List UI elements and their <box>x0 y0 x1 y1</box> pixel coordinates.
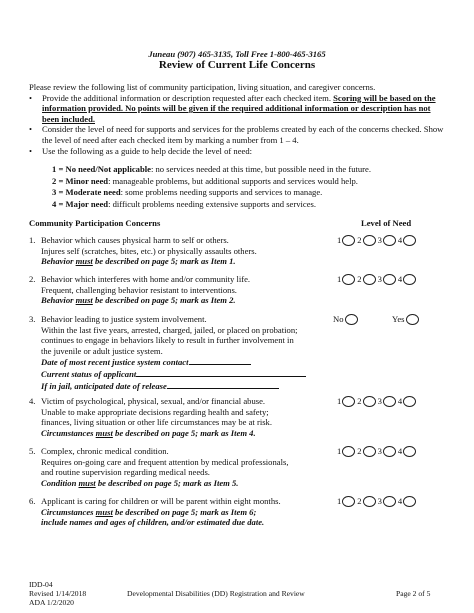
item-number: 4. <box>29 396 36 406</box>
level-option-4[interactable]: 4 <box>398 446 416 457</box>
intro-block <box>29 82 449 156</box>
level-option-2[interactable]: 2 <box>357 496 375 507</box>
level-radios-item-5 <box>337 446 418 457</box>
radio-circle-icon[interactable] <box>342 274 355 285</box>
intro-lead: Please review the following list of community participation, living situation, and caregiver concerns. <box>29 82 376 92</box>
item-line: the juvenile or adult justice system. <box>41 345 163 356</box>
level-4-desc: : difficult problems needing extensive supports and services. <box>108 198 317 209</box>
concern-item-6 <box>29 496 329 528</box>
item-line: Within the last five years, arrested, charged, jailed, or placed on probation; <box>41 324 298 335</box>
level-guide <box>52 164 452 210</box>
item-line: and routine supervision regarding medical needs. <box>41 467 210 478</box>
radio-circle-icon[interactable] <box>403 396 416 407</box>
ada-date: ADA 1/2/2020 <box>29 598 74 608</box>
item-note-2: include names and ages of children, and/or estimated due date. <box>41 517 265 528</box>
level-option-4[interactable]: 4 <box>398 274 416 285</box>
level-1-desc: : no services needed at this time, but possible need in the future. <box>150 164 372 174</box>
current-status-field[interactable]: Current status of applicant <box>41 368 329 380</box>
level-option-2[interactable]: 2 <box>357 274 375 285</box>
concern-item-3 <box>29 314 329 391</box>
item-number: 2. <box>29 274 36 284</box>
item-line: Victim of psychological, physical, sexual, and/or financial abuse. <box>41 396 266 406</box>
item-line: Complex, chronic medical condition. <box>41 446 169 456</box>
level-3 <box>52 187 452 198</box>
item-line: Unable to make appropriate decisions regarding health and safety; <box>41 406 269 417</box>
radio-circle-icon[interactable] <box>383 396 396 407</box>
radio-circle-icon[interactable] <box>383 496 396 507</box>
page-number: Page 2 of 5 <box>396 589 431 598</box>
level-option-1[interactable]: 1 <box>337 446 355 457</box>
radio-circle-icon[interactable] <box>363 446 376 457</box>
bullet-1-text: Provide the additional information or description requested after each checked item. <box>42 92 334 103</box>
radio-circle-icon[interactable] <box>363 274 376 285</box>
level-option-2[interactable]: 2 <box>357 396 375 407</box>
level-of-need-header: Level of Need <box>361 218 412 228</box>
no-option[interactable]: No <box>333 314 358 325</box>
yes-no-item-3 <box>333 314 360 325</box>
item-note: Behavior must be described on page 5; mark as Item 1. <box>41 256 236 267</box>
item-number: 1. <box>29 235 36 245</box>
bullet-2: • Consider the level of need for supports and services for the problems created by each of the concerns checked. Show the level of need after each checked item by marking a number from 1 – 4. <box>29 124 449 145</box>
level-radios-item-1 <box>337 235 418 246</box>
level-option-4[interactable]: 4 <box>398 235 416 246</box>
concern-item-5 <box>29 446 329 488</box>
item-number: 6. <box>29 496 36 506</box>
radio-circle-icon[interactable] <box>342 496 355 507</box>
level-1 <box>52 164 452 175</box>
radio-circle-icon[interactable] <box>403 235 416 246</box>
level-radios-item-2 <box>337 274 418 285</box>
radio-circle-icon[interactable] <box>363 235 376 246</box>
item-line: Behavior leading to justice system involvement. <box>41 314 207 324</box>
level-option-3[interactable]: 3 <box>378 396 396 407</box>
radio-circle-icon[interactable] <box>403 496 416 507</box>
level-4 <box>52 199 452 210</box>
footer-center: Developmental Disabilities (DD) Registration and Review <box>127 589 305 598</box>
item-line: Applicant is caring for children or will be parent within eight months. <box>41 496 281 506</box>
item-note: Circumstances must be described on page 5; mark as Item 6; <box>41 506 257 517</box>
item-line: continues to engage in behaviors likely to result in further involvement in <box>41 335 294 346</box>
level-option-3[interactable]: 3 <box>378 274 396 285</box>
radio-circle-icon[interactable] <box>383 274 396 285</box>
level-3-key: 3 = Moderate need <box>52 187 121 198</box>
item-line: Frequent, challenging behavior resistant to interventions. <box>41 284 237 295</box>
radio-circle-icon[interactable] <box>403 446 416 457</box>
level-option-3[interactable]: 3 <box>378 446 396 457</box>
justice-date-field[interactable]: Date of most recent justice system contact <box>41 356 329 368</box>
radio-circle-icon[interactable] <box>406 314 419 325</box>
radio-circle-icon[interactable] <box>345 314 358 325</box>
level-4-key: 4 = Major need <box>52 198 109 209</box>
footer-form-info <box>29 580 86 608</box>
bullet-1-scoring: Scoring will be based on the information provided. No points will be given if the required additional information or description has not been included. <box>42 92 436 124</box>
level-2 <box>52 176 452 187</box>
release-date-field[interactable]: If in jail, anticipated date of release <box>41 380 329 392</box>
level-radios-item-6 <box>337 496 418 507</box>
item-number: 5. <box>29 446 36 456</box>
level-option-1[interactable]: 1 <box>337 496 355 507</box>
level-option-4[interactable]: 4 <box>398 496 416 507</box>
item-note: Circumstances must be described on page 5; mark as Item 4. <box>41 427 256 438</box>
radio-circle-icon[interactable] <box>342 235 355 246</box>
item-note: Condition must be described on page 5; mark as Item 5. <box>41 477 239 488</box>
yes-option[interactable]: Yes <box>392 314 419 325</box>
concern-item-1 <box>29 235 329 267</box>
form-number: IDD-04 <box>29 580 53 589</box>
level-radios-item-4 <box>337 396 418 407</box>
item-line: finances, living situation or other life circumstances may be at risk. <box>41 417 273 428</box>
bullet-3: • Use the following as a guide to help decide the level of need: <box>29 146 449 157</box>
item-number: 3. <box>29 314 36 324</box>
radio-circle-icon[interactable] <box>342 446 355 457</box>
level-option-1[interactable]: 1 <box>337 235 355 246</box>
level-option-3[interactable]: 3 <box>378 235 396 246</box>
radio-circle-icon[interactable] <box>363 396 376 407</box>
level-2-desc: : manageable problems, but additional supports and services would help. <box>108 175 358 186</box>
level-option-1[interactable]: 1 <box>337 274 355 285</box>
radio-circle-icon[interactable] <box>363 496 376 507</box>
item-line: Behavior which causes physical harm to self or others. <box>41 235 229 245</box>
concern-item-2 <box>29 274 329 306</box>
section-title: Community Participation Concerns <box>29 218 161 228</box>
level-option-2[interactable]: 2 <box>357 235 375 246</box>
contact-line: Juneau (907) 465-3135, Toll Free 1-800-465-3165 <box>148 49 326 59</box>
radio-circle-icon[interactable] <box>342 396 355 407</box>
level-option-2[interactable]: 2 <box>357 446 375 457</box>
item-line: Behavior which interferes with home and/or community life. <box>41 274 251 284</box>
radio-circle-icon[interactable] <box>383 235 396 246</box>
yes-option-item-3 <box>392 314 421 325</box>
level-2-key: 2 = Minor need <box>52 175 109 186</box>
level-1-key: 1 = No need/Not applicable <box>52 164 151 174</box>
level-3-desc: : some problems needing supports and services to manage. <box>120 187 323 198</box>
radio-circle-icon[interactable] <box>403 274 416 285</box>
bullet-1 <box>29 93 449 125</box>
item-line: Requires on-going care and frequent attention by medical professionals, <box>41 456 289 467</box>
revised-date: Revised 1/14/2018 <box>29 589 87 599</box>
level-option-3[interactable]: 3 <box>378 496 396 507</box>
level-option-1[interactable]: 1 <box>337 396 355 407</box>
item-line: Injures self (scratches, bites, etc.) or physically assaults others. <box>41 245 257 256</box>
level-option-4[interactable]: 4 <box>398 396 416 407</box>
page-title: Review of Current Life Concerns <box>158 59 316 71</box>
radio-circle-icon[interactable] <box>383 446 396 457</box>
concern-item-4 <box>29 396 329 438</box>
item-note: Behavior must be described on page 5; mark as Item 2. <box>41 295 236 306</box>
